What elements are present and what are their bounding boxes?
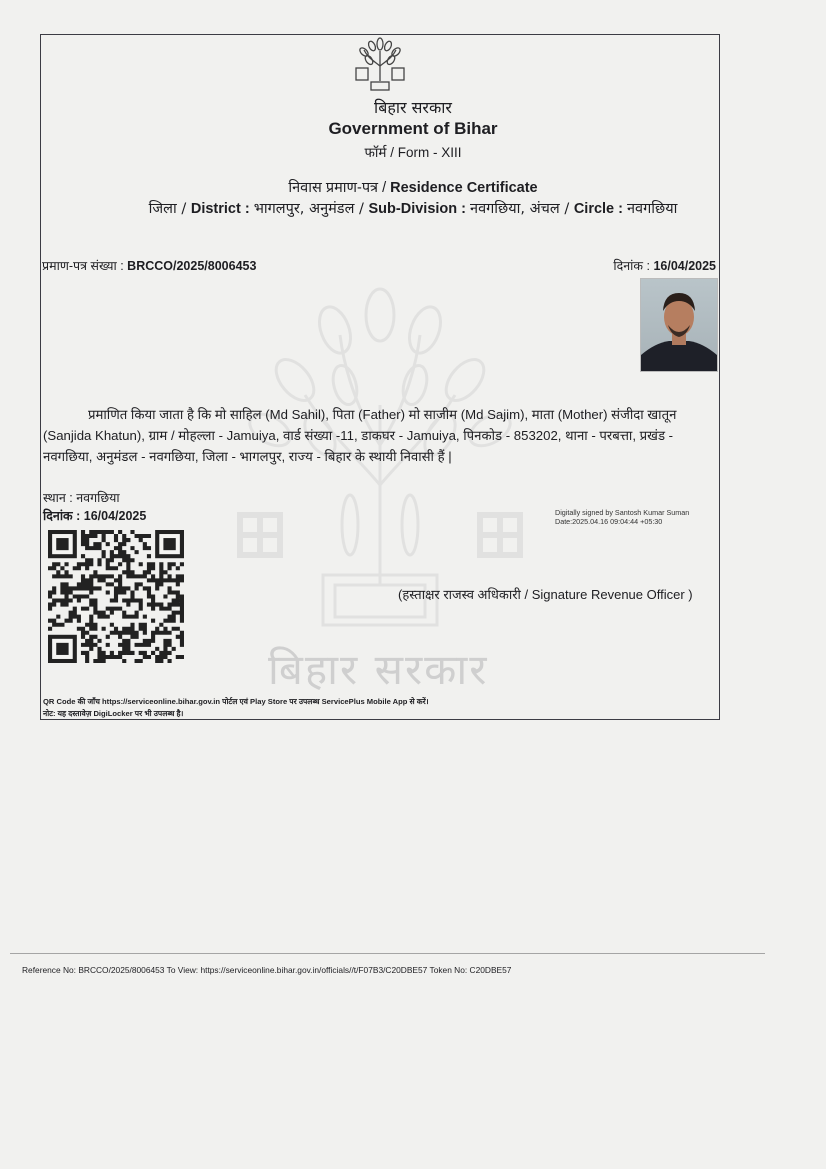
certificate-type: निवास प्रमाण-पत्र / Residence Certificate xyxy=(288,180,538,196)
footer-reference: Reference No: BRCCO/2025/8006453 To View: https://serviceonline.bihar.gov.in/officials//t/F07B3/C20DBE57 Token No: C20DBE57 xyxy=(22,965,512,975)
qr-verification-note: QR Code की जाँच https://serviceonline.bihar.gov.in पोर्टल एवं Play Store पर उपलब्ध ServicePlus Mobile App से करें। xyxy=(43,697,429,706)
digilocker-note: नोट: यह दस्तावेज़ DigiLocker पर भी उपलब्ध है। xyxy=(43,709,184,718)
applicant-photo xyxy=(640,278,718,372)
certificate-number: प्रमाण-पत्र संख्या : BRCCO/2025/8006453 xyxy=(42,259,257,273)
watermark-text: बिहार सरकार xyxy=(268,645,489,694)
body-line: नवगछिया, अनुमंडल - नवगछिया, जिला - भागलपुर, राज्य - बिहार के स्थायी निवासी हैं | xyxy=(43,449,452,464)
certificate-body xyxy=(43,404,719,467)
qr-code[interactable] xyxy=(48,530,184,663)
bihar-emblem-icon xyxy=(352,36,408,92)
signature-label: (हस्ताक्षर राजस्व अधिकारी / Signature Revenue Officer ) xyxy=(398,587,693,602)
state-title-hindi: बिहार सरकार xyxy=(374,98,452,117)
state-title-english: Government of Bihar xyxy=(328,119,498,138)
footer-divider xyxy=(10,953,765,954)
district-line: जिला / District : भागलपुर, अनुमंडल / Sub-Division : नवगछिया, अंचल / Circle : नवगछिया xyxy=(148,201,678,217)
issue-date: दिनांक : 16/04/2025 xyxy=(43,509,147,523)
certificate-date: दिनांक : 16/04/2025 xyxy=(613,259,716,273)
digital-signature: Digitally signed by Santosh Kumar Suman Date:2025.04.16 09:04:44 +05:30 xyxy=(555,508,690,526)
form-number: फॉर्म / Form - XIII xyxy=(364,145,462,160)
issue-place: स्थान : नवगछिया xyxy=(43,491,120,505)
body-line: प्रमाणित किया जाता है कि मो साहिल (Md Sahil), पिता (Father) मो साजीम (Md Sajim), माता (Mother) संजीदा खातून xyxy=(88,407,677,422)
body-line: (Sanjida Khatun), ग्राम / मोहल्ला - Jamuiya, वार्ड संख्या -11, डाकघर - Jamuiya, पिनकोड - 853202, थाना - परबत्ता, प्रखंड - xyxy=(43,428,674,443)
